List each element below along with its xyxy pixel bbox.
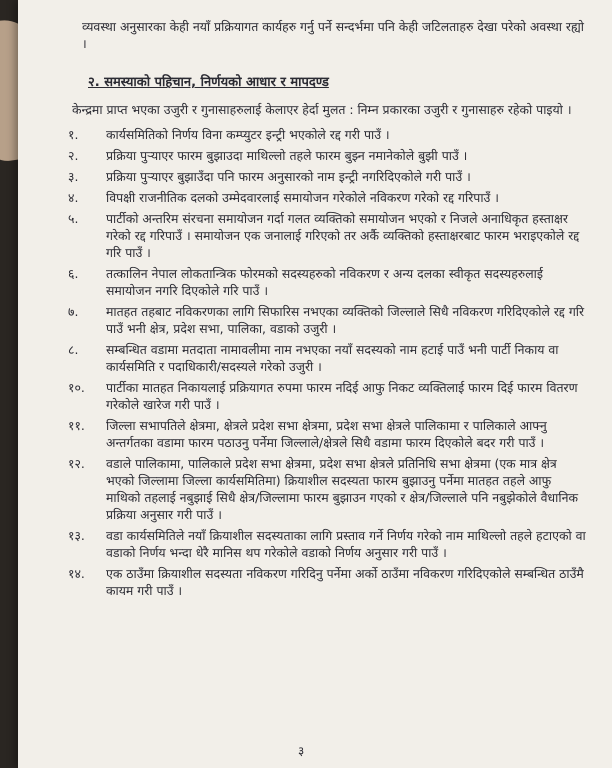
section-title: २. समस्याको पहिचान, निर्णयको आधार र मापदण्ड (88, 75, 329, 90)
document-content (68, 18, 588, 603)
list-item-text: वडा कार्यसमितिले नयाँ क्रियाशील सदस्यताका लागि प्रस्ताव गर्ने निर्णय गरेको नाम माथिल्लो तहले हटाएको वा वडाको निर्णय भन्दा धेरै मानिस थप गरेकोले वडाको निर्णय अनुसार गरी पाउँ । (106, 528, 586, 560)
list-item-text: पार्टीको अन्तरिम संरचना समायोजन गर्दा गलत व्यक्तिको समायोजन भएको र निजले अनाधिकृत हस्ताक्षर गरेको रद्द गरिपाउँ । समायोजन एक जनालाई गरिएको तर अर्कै व्यक्तिको हस्ताक्षरबाट फारम भराइएकोले रद्द गरि पाउँ । (106, 211, 580, 260)
list-item-text: सम्बन्धित वडामा मतदाता नामावलीमा नाम नभएका नयाँ सदस्यको नाम हटाई पाउँ भनी पार्टी निकाय वा कार्यसमिति र पदाधिकारी/सदस्यले गरेको उजुरी । (106, 342, 559, 374)
list-item-number: ११. (68, 418, 85, 433)
list-item (68, 417, 588, 451)
list-item (68, 210, 588, 261)
list-item-text: एक ठाउँमा क्रियाशील सदस्यता नविकरण गरिदिनु पर्नेमा अर्को ठाउँमा नविकरण गरिदिएकोले सम्बन्धित ठाउँमै कायम गरी पाउँ । (106, 566, 584, 598)
list-item-number: १४. (68, 566, 85, 581)
list-item (68, 527, 588, 561)
list-item-text: विपक्षी राजनीतिक दलको उम्मेदवारलाई समायोजन गरेकोले नविकरण गरेको रद्द गरिपाउँ । (106, 190, 499, 205)
list-item-number: १०. (68, 380, 85, 395)
list-item-number: ४. (68, 190, 79, 205)
list-item-text: पार्टीका मातहत निकायलाई प्रक्रियागत रुपमा फारम नदिई आफु निकट व्यक्तिलाई फारम दिई फारम वितरण गरेकोले खारेज गरी पाउँ । (106, 380, 578, 412)
list-item-text: जिल्ला सभापतिले क्षेत्रमा, क्षेत्रले प्रदेश सभा क्षेत्रमा, प्रदेश सभा क्षेत्रले पालिकामा र पालिकाले आफ्नु अन्तर्गतका वडामा फारम पठाउनु पर्नेमा जिल्लाले/क्षेत्रले सिधै वडामा फारम दिएकोले बदर गरी पाउँ । (106, 418, 547, 450)
list-item (68, 341, 588, 375)
list-item-text: कार्यसमितिको निर्णय विना कम्प्युटर इन्ट्री भएकोले रद्द गरी पाउँ । (106, 127, 390, 142)
lead-paragraph: केन्द्रमा प्राप्त भएका उजुरी र गुनासाहरुलाई केलाएर हेर्दा मुलत : निम्न प्रकारका उजुरी र गुनासाहरु रहेको पाइयो । (72, 102, 572, 117)
list-item (68, 126, 588, 143)
list-item-number: १३. (68, 528, 85, 543)
list-item (68, 189, 588, 206)
list-item-number: ३. (68, 169, 79, 184)
list-item (68, 265, 588, 299)
list-item-text: मातहत तहबाट नविकरणका लागि सिफारिस नभएका व्यक्तिको जिल्लाले सिधै नविकरण गरिदिएकोले रद्द गरि पाउँ भनी क्षेत्र, प्रदेश सभा, पालिका, वडाको उजुरी । (106, 304, 585, 336)
list-item (68, 379, 588, 413)
page-number: ३ (298, 744, 305, 758)
list-item (68, 455, 588, 523)
list-item-number: १२. (68, 456, 85, 471)
list-item-text: वडाले पालिकामा, पालिकाले प्रदेश सभा क्षेत्रमा, प्रदेश सभा क्षेत्रले प्रतिनिधि सभा क्षेत्रमा (एक मात्र क्षेत्र भएको जिल्लामा जिल्ला कार्यसमितिमा) क्रियाशील सदस्यता फारम बुझाउनु पर्नेमा मातहत तहले आफु माथिको तहलाई नबुझाई सिधै क्षेत्र/जिल्लामा फारम बुझाउन गएको र क्षेत्र/जिल्लाले पनि नबुझेकोले वैधानिक प्रक्रिया अनुसार गरी पाउँ । (106, 456, 578, 522)
list-item-number: ८. (68, 342, 79, 357)
list-item-text: प्रक्रिया पुऱ्याएर फारम बुझाउदा माथिल्लो तहले फारम बुझ्न नमानेकोले बुझी पाउँ । (106, 148, 468, 163)
list-item-number: ५. (68, 211, 79, 226)
list-item (68, 168, 588, 185)
list-item-text: तत्कालिन नेपाल लोकतान्त्रिक फोरमको सदस्यहरुको नविकरण र अन्य दलका स्वीकृत सदस्यहरुलाई समायोजन नगरि दिएकोले गरि पाउँ । (106, 266, 543, 298)
document-page (18, 0, 612, 768)
list-item (68, 565, 588, 599)
list-item-number: ६. (68, 266, 79, 281)
list-item-text: प्रक्रिया पुऱ्याएर बुझाउँदा पनि फारम अनुसारको नाम इन्ट्री नगरिदिएकोले गरी पाउँ । (106, 169, 471, 184)
intro-paragraph: व्यवस्था अनुसारका केही नयाँ प्रक्रियागत कार्यहरु गर्नु पर्ने सन्दर्भमा पनि केही जटिलताहरु देखा परेको अवस्था रह्यो । (82, 19, 584, 51)
list-item-number: २. (68, 148, 79, 163)
list-item-number: १. (68, 127, 79, 142)
list-item (68, 303, 588, 337)
complaint-list (68, 126, 588, 599)
list-item (68, 147, 588, 164)
list-item-number: ७. (68, 304, 79, 319)
